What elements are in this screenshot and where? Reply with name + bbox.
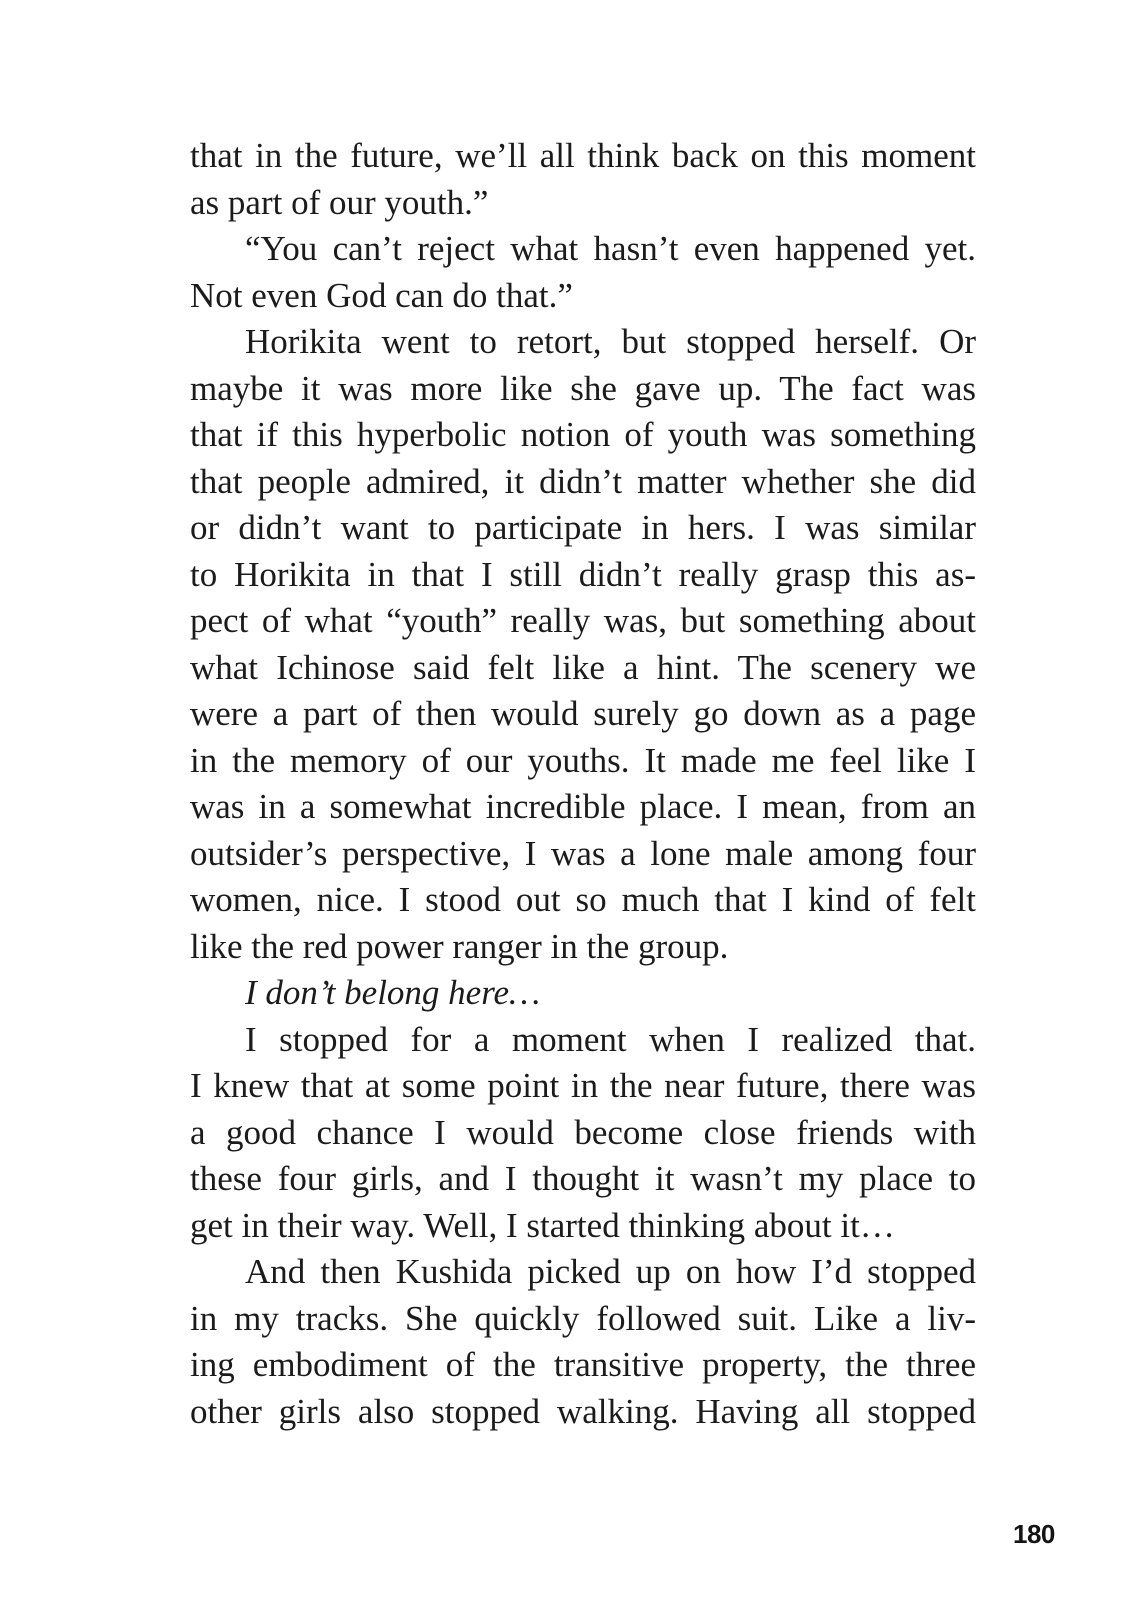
text-line: ing embodiment of the transitive property, the three	[190, 1345, 976, 1384]
text-line: that people admired, it didn’t matter whether she did	[190, 461, 976, 501]
text-line: in the memory of our youths. It made me feel like I	[190, 740, 976, 780]
text-line: I stopped for a moment when I realized that.	[245, 1019, 976, 1059]
text-line: Horikita went to retort, but stopped herself. Or	[245, 322, 976, 361]
text-line: these four girls, and I thought it wasn’t my place to	[190, 1159, 976, 1198]
text-line: as part of our youth.”	[190, 182, 489, 222]
text-line: maybe it was more like she gave up. The fact was	[190, 368, 976, 408]
text-line: were a part of then would surely go down as a page	[190, 694, 976, 733]
text-line: to Horikita in that I still didn’t really grasp this as-	[190, 554, 976, 594]
text-line: that in the future, we’ll all think back on this moment	[190, 136, 976, 175]
text-line: Not even God can do that.”	[190, 275, 573, 315]
text-line: “You can’t reject what hasn’t even happened yet.	[245, 229, 976, 268]
text-line: women, nice. I stood out so much that I kind of felt	[190, 880, 976, 919]
text-line-italic: I don’t belong here…	[245, 973, 541, 1012]
text-line: a good chance I would become close friends with	[190, 1112, 976, 1152]
text-line: like the red power ranger in the group.	[190, 926, 729, 966]
page-number: 180	[1013, 1519, 1055, 1549]
text-line: that if this hyperbolic notion of youth was something	[190, 415, 976, 454]
text-line: other girls also stopped walking. Having all stopped	[190, 1391, 976, 1431]
text-line: what Ichinose said felt like a hint. The scenery we	[190, 647, 976, 687]
text-line: in my tracks. She quickly followed suit. Like a liv-	[190, 1298, 976, 1338]
body-text	[190, 133, 976, 1435]
text-line: or didn’t want to participate in hers. I was similar	[190, 508, 976, 547]
text-line: was in a somewhat incredible place. I mean, from an	[190, 787, 976, 826]
text-line: I knew that at some point in the near future, there was	[190, 1066, 976, 1105]
text-line: get in their way. Well, I started thinking about it…	[190, 1205, 895, 1245]
text-line: pect of what “youth” really was, but something about	[190, 601, 976, 640]
text-line: outsider’s perspective, I was a lone male among four	[190, 833, 976, 873]
text-line: And then Kushida picked up on how I’d stopped	[245, 1252, 976, 1291]
